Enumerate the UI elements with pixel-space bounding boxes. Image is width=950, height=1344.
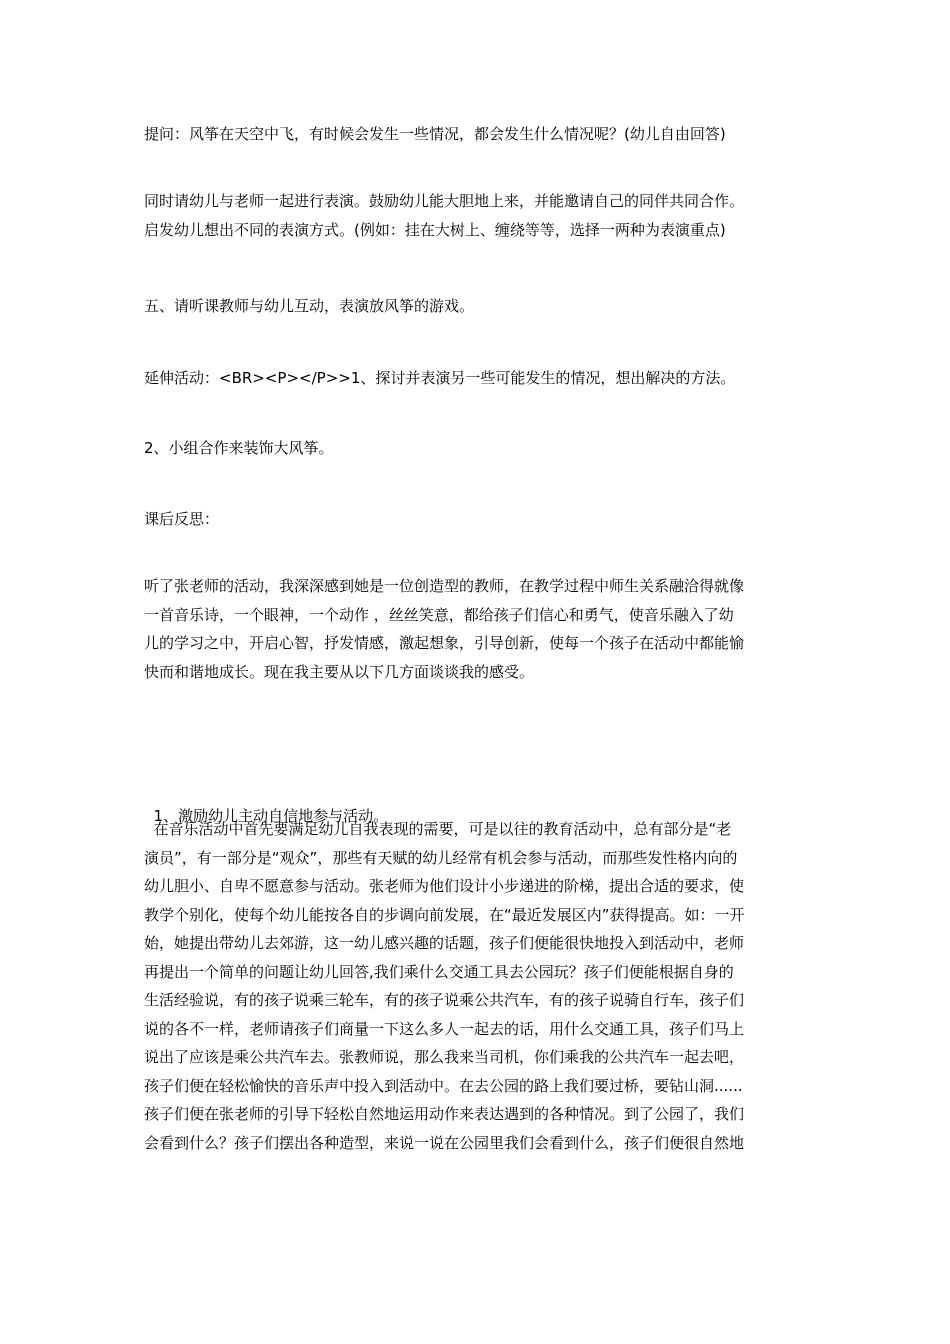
paragraph-item-two — [144, 434, 812, 463]
text-line: 提问：风筝在天空中飞，有时候会发生一些情况，都会发生什么情况呢？(幼儿自由回答) — [144, 125, 726, 143]
paragraph-step-five — [144, 292, 812, 321]
paragraph-reflection-heading — [144, 505, 812, 534]
text-line: 启发幼儿想出不同的表演方式。(例如：挂在大树上、缠绕等等，选择一两种为表演重点) — [144, 220, 726, 239]
text-line: 听了张老师的活动，我深深感到她是一位创造型的教师，在教学过程中师生关系融洽得就像 — [144, 577, 745, 595]
text-line: 始，她提出带幼儿去郊游，这一幼儿感兴趣的话题，孩子们便能很快地投入到活动中，老师 — [144, 934, 745, 952]
text-line: 2、小组合作来装饰大风筝。 — [144, 439, 334, 457]
text-line: 会看到什么？孩子们摆出各种造型，来说一说在公园里我们会看到什么，孩子们便很自然地 — [144, 1133, 745, 1152]
paragraph-question — [144, 120, 812, 149]
text-line: 同时请幼儿与老师一起进行表演。鼓励幼儿能大胆地上来，并能邀请自己的同伴共同合作。 — [144, 192, 745, 210]
text-line: 孩子们便在轻松愉快的音乐声中投入到活动中。在去公园的路上我们要过桥，要钻山洞...... — [144, 1076, 743, 1095]
paragraph-point-one-body — [144, 815, 812, 1157]
text-line: 儿的学习之中，开启心智，抒发情感，激起想象，引导创新，使每一个孩子在活动中都能愉 — [144, 634, 745, 652]
text-line: 课后反思： — [144, 510, 220, 528]
text-line: 说出了应该是乘公共汽车去。张教师说，那么我来当司机，你们乘我的公共汽车一起去吧， — [144, 1048, 745, 1066]
text-line: 快而和谐地成长。现在我主要从以下几方面谈谈我的感受。 — [144, 662, 535, 681]
paragraph-reflection-body — [144, 572, 812, 686]
paragraph-extension — [144, 364, 812, 393]
text-line: 1、激励幼儿主动自信地参与活动。 — [144, 807, 389, 825]
text-line: 说的各不一样，老师请孩子们商量一下这么多人一起去的话，用什么交通工具，孩子们马上 — [144, 1019, 745, 1038]
text-line: 幼儿胆小、自卑不愿意参与活动。张老师为他们设计小步递进的阶梯，提出合适的要求，使 — [144, 877, 745, 895]
text-line: 五、请听课教师与幼儿互动，表演放风筝的游戏。 — [144, 297, 475, 315]
text-line: 在音乐活动中首先要满足幼儿自我表现的需要，可是以往的教育活动中，总有部分是“老 — [144, 820, 732, 838]
text-line: 生活经验说，有的孩子说乘三轮车，有的孩子说乘公共汽车，有的孩子说骑自行车，孩子们 — [144, 991, 745, 1009]
text-line: 孩子们便在张老师的引导下轻松自然地运用动作来表达遇到的各种情况。到了公园了，我们 — [144, 1105, 745, 1123]
paragraph-performance — [144, 187, 812, 244]
text-line: 再提出一个简单的问题让幼儿回答,我们乘什么交通工具去公园玩？孩子们便能根据自身的 — [144, 962, 734, 981]
text-line: 一首音乐诗，一个眼神，一个动作 ，丝丝笑意，都给孩子们信心和勇气，使音乐融入了幼 — [144, 605, 734, 624]
text-line: 延伸活动：<BR><P></P>>1、探讨并表演另一些可能发生的情况，想出解决的方法。 — [144, 369, 736, 387]
text-line: 演员”，有一部分是“观众”，那些有天赋的幼儿经常有机会参与活动，而那些发性格内向的 — [144, 848, 738, 867]
text-line: 教学个别化，使每个幼儿能按各自的步调向前发展，在“最近发展区内”获得提高。如：一开 — [144, 905, 745, 924]
